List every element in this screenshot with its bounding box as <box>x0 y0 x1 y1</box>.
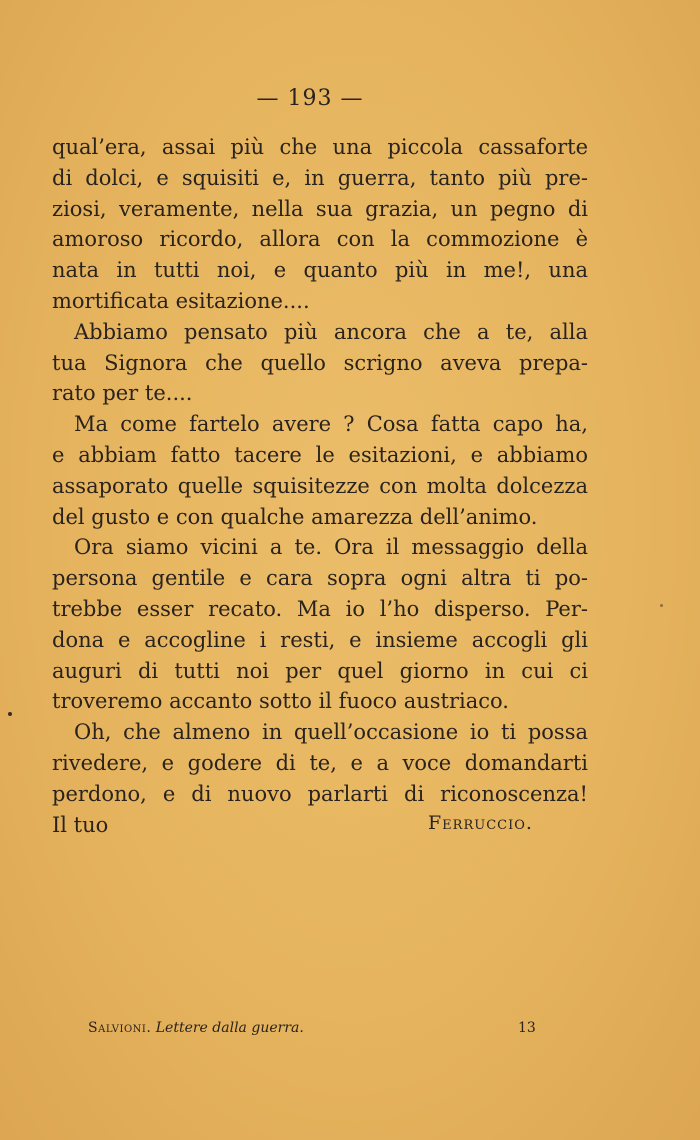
text-line: Abbiamo pensato più ancora che a te, alla <box>74 319 588 344</box>
footer-title <box>88 1020 304 1036</box>
text-line: persona gentile e cara sopra ogni altra ti po- <box>52 566 588 591</box>
text-line: tua Signora che quello scrigno aveva prepa- <box>52 350 588 375</box>
text-line: rivedere, e godere di te, e a voce domandarti <box>52 750 588 775</box>
paper-speck <box>660 604 663 607</box>
page-number: — 193 — <box>256 86 364 111</box>
paper-speck <box>8 712 12 716</box>
footer-author: Salvioni. <box>88 1020 152 1036</box>
text-line: troveremo accanto sotto il fuoco austriaco. <box>52 689 509 714</box>
letter-text <box>52 132 588 840</box>
text-line: perdono, e di nuovo parlarti di riconoscenza! <box>52 781 588 806</box>
text-line: Oh, che almeno in quell’occasione io ti possa <box>74 720 588 745</box>
text-line: trebbe esser recato. Ma io l’ho disperso. Per- <box>52 596 588 621</box>
text-line: amoroso ricordo, allora con la commozione è <box>52 227 588 252</box>
text-line: nata in tutti noi, e quanto più in me!, una <box>52 258 588 283</box>
text-line: assaporato quelle squisitezze con molta dolcezza <box>52 473 588 498</box>
text-line: del gusto e con qualche amarezza dell’animo. <box>52 504 538 529</box>
text-line: mortificata esitazione.... <box>52 288 310 313</box>
footer-book-title: Lettere dalla guerra. <box>155 1020 304 1036</box>
text-line: dona e accogline i resti, e insieme accogli gli <box>52 627 588 652</box>
text-line: e abbiam fatto tacere le esitazioni, e abbiamo <box>52 442 588 467</box>
text-line: Il tuo <box>52 812 109 837</box>
text-line: Ora siamo vicini a te. Ora il messaggio della <box>74 535 588 560</box>
footer-signature-mark: 13 <box>518 1020 536 1036</box>
signature: Ferruccio. <box>428 812 533 834</box>
text-line: auguri di tutti noi per quel giorno in cui ci <box>52 658 588 683</box>
text-line: rato per te.... <box>52 381 193 406</box>
text-line: qual’era, assai più che una piccola cassaforte <box>52 135 588 159</box>
text-line: ziosi, veramente, nella sua grazia, un pegno di <box>52 196 588 221</box>
text-line: Ma come fartelo avere ? Cosa fatta capo ha, <box>74 412 588 437</box>
text-line: di dolci, e squisiti e, in guerra, tanto più pre- <box>52 165 588 190</box>
